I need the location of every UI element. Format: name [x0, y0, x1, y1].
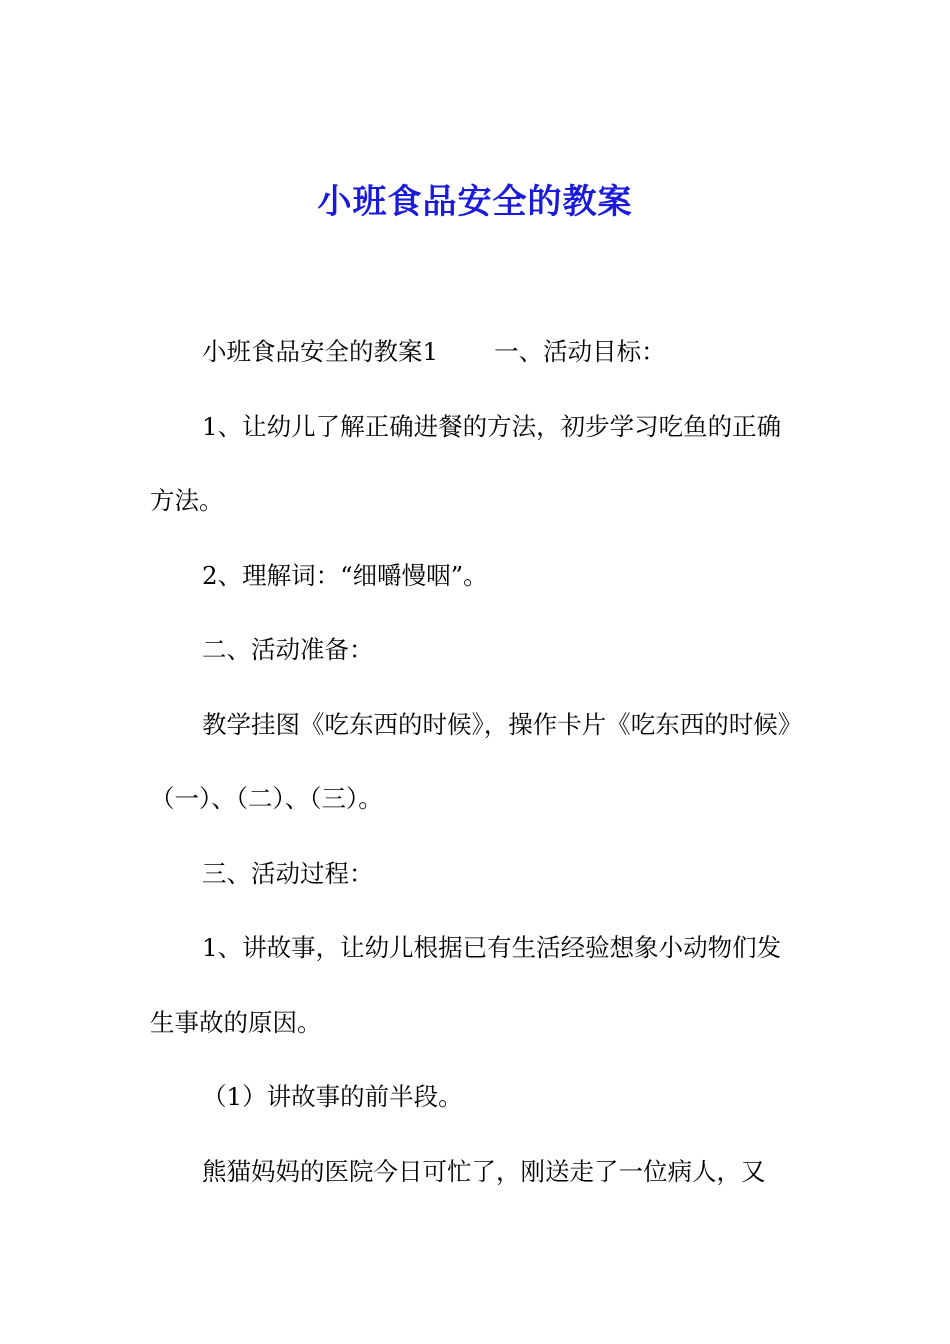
paragraph-goal-1: 1、让幼儿了解正确进餐的方法，初步学习吃鱼的正确方法。 [150, 411, 782, 515]
section-process: 三、活动过程： [202, 858, 374, 888]
heading-line [150, 315, 805, 390]
document-body [150, 315, 805, 1209]
paragraph-goal-2: 2、理解词：“细嚼慢咽”。 [202, 560, 488, 590]
section-preparation: 二、活动准备： [202, 635, 374, 664]
heading-section: 一、活动目标： [494, 337, 666, 366]
heading-prefix: 小班食品安全的教案1 [202, 337, 439, 366]
paragraph-step-1-1: （1）讲故事的前半段。 [202, 1082, 463, 1111]
document-title: 小班食品安全的教案 [317, 182, 633, 222]
paragraph-materials: 教学挂图《吃东西的时候》，操作卡片《吃东西的时候》（一）、（二）、（三）。 [150, 709, 803, 813]
paragraph-story: 熊猫妈妈的医院今日可忙了，刚送走了一位病人，又 [202, 1156, 766, 1186]
paragraph-step-1: 1、讲故事，让幼儿根据已有生活经验想象小动物们发生事故的原因。 [150, 933, 782, 1037]
